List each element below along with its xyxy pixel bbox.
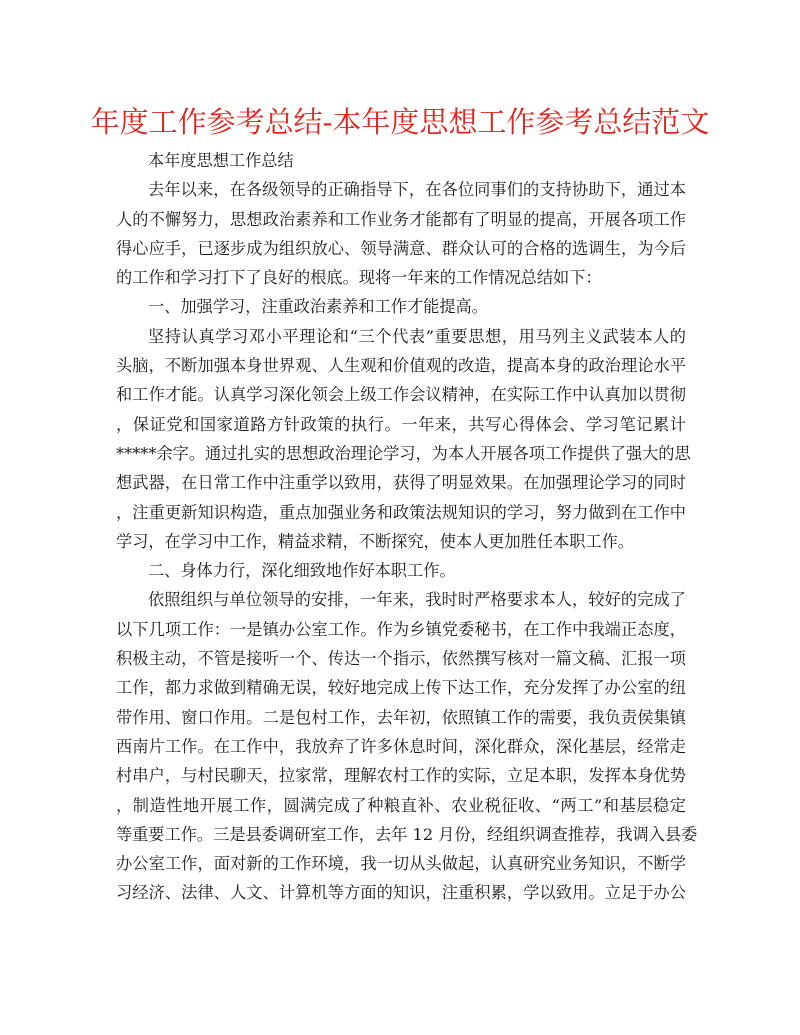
text-line: 带作用、窗口作用。二是包村工作，去年初，依照镇工作的需要，我负责侯集镇 xyxy=(116,707,686,727)
document-title: 年度工作参考总结-本年度思想工作参考总结范文 xyxy=(90,105,710,139)
text-line: 村串户，与村民聊天，拉家常，理解农村工作的实际，立足本职，发挥本身优势 xyxy=(116,766,686,786)
text-line: 得心应手，已逐步成为组织放心、领导满意、群众认可的合格的选调生，为今后 xyxy=(116,238,686,258)
text-line: ，制造性地开展工作，圆满完成了种粮直补、农业税征收、“两工”和基层稳定 xyxy=(116,795,686,815)
document-body xyxy=(116,146,698,908)
text-line: 西南片工作。在工作中，我放弃了许多休息时间，深化群众，深化基层，经常走 xyxy=(116,736,686,756)
text-line: 去年以来，在各级领导的正确指导下，在各位同事们的支持协助下，通过本 xyxy=(148,180,686,200)
text-line: 工作，都力求做到精确无误，较好地完成上传下达工作，充分发挥了办公室的纽 xyxy=(116,678,686,698)
text-line: 等重要工作。三是县委调研室工作，去年 12 月份，经组织调查推荐，我调入县委 xyxy=(116,824,698,844)
text-line: 本年度思想工作总结 xyxy=(148,151,294,170)
text-line: 以下几项工作：一是镇办公室工作。作为乡镇党委秘书，在工作中我端正态度， xyxy=(116,619,686,639)
text-line: 办公室工作，面对新的工作环境，我一切从头做起，认真研究业务知识，不断学 xyxy=(116,854,686,874)
text-line: 和工作才能。认真学习深化领会上级工作会议精神，在实际工作中认真加以贯彻 xyxy=(116,385,686,405)
text-line: 坚持认真学习邓小平理论和“三个代表”重要思想，用马列主义武装本人的 xyxy=(148,326,686,346)
text-line: ，保证党和国家道路方针政策的执行。一年来，共写心得体会、学习笔记累计 xyxy=(116,414,686,434)
text-line: 学习，在学习中工作，精益求精，不断探究，使本人更加胜任本职工作。 xyxy=(116,531,634,551)
text-line: 的工作和学习打下了良好的根底。现将一年来的工作情况总结如下： xyxy=(116,268,602,288)
text-line: 想武器，在日常工作中注重学以致用，获得了明显效果。在加强理论学习的同时 xyxy=(116,473,686,493)
text-line: 二、身体力行，深化细致地作好本职工作。 xyxy=(148,561,456,581)
text-line: 习经济、法律、人文、计算机等方面的知识，注重积累，学以致用。立足于办公 xyxy=(116,883,686,903)
text-line: 积极主动，不管是接听一个、传达一个指示，依然撰写核对一篇文稿、汇报一项 xyxy=(116,649,686,669)
text-line: 一、加强学习，注重政治素养和工作才能提高。 xyxy=(148,297,488,317)
text-line: 人的不懈努力，思想政治素养和工作业务才能都有了明显的提高，开展各项工作 xyxy=(116,209,686,229)
text-line: 头脑，不断加强本身世界观、人生观和价值观的改造，提高本身的政治理论水平 xyxy=(116,356,686,376)
text-line: ，注重更新知识构造，重点加强业务和政策法规知识的学习，努力做到在工作中 xyxy=(116,502,686,522)
text-line: *****余字。通过扎实的思想政治理论学习，为本人开展各项工作提供了强大的思 xyxy=(116,443,691,463)
text-line: 依照组织与单位领导的安排，一年来，我时时严格要求本人，较好的完成了 xyxy=(148,590,686,610)
